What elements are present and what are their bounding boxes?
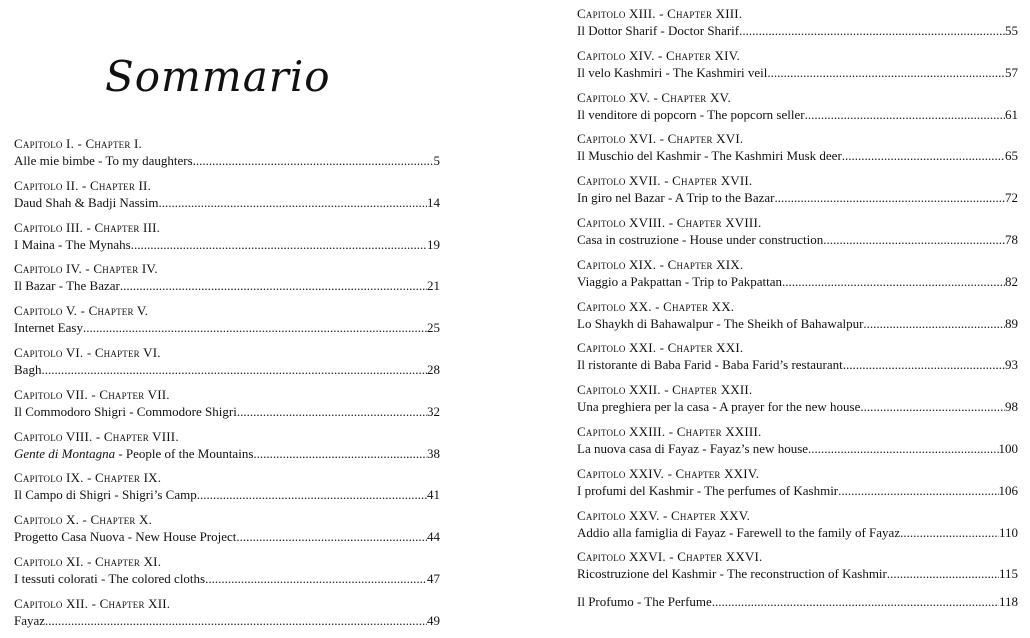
toc-entry-title: Casa in costruzione - House under construction	[577, 231, 824, 247]
toc-entry-line	[577, 315, 1018, 332]
toc-entry[interactable]	[14, 178, 440, 220]
toc-entry-line	[577, 273, 1018, 290]
chapter-heading: Capitolo XIV. - Chapter XIV.	[577, 47, 740, 63]
chapter-heading: Capitolo XVII. - Chapter XVII.	[577, 173, 753, 189]
toc-entry-title: Progetto Casa Nuova - New House Project	[14, 529, 237, 545]
toc-entry[interactable]	[14, 387, 440, 429]
toc-leader-dots	[236, 528, 427, 545]
toc-entry[interactable]	[14, 470, 440, 512]
toc-entry-title	[14, 445, 253, 462]
page-title: Sommario	[105, 52, 331, 101]
toc-entry-line	[577, 356, 1018, 373]
toc-entry-page: 89	[1005, 315, 1018, 331]
toc-leader-dots	[900, 524, 999, 541]
toc-entry-title: Alle mie bimbe - To my daughters	[14, 153, 193, 168]
toc-entry-line	[14, 277, 440, 294]
toc-entry-page: 47	[427, 570, 440, 586]
toc-entry-title: Daud Shah & Badji Nassim	[14, 194, 159, 210]
toc-leader-dots	[131, 236, 427, 253]
toc-entry-title: Il Muschio del Kashmir - The Kashmiri Musk deer	[577, 148, 842, 164]
toc-entry-line	[14, 486, 440, 503]
toc-entry[interactable]	[14, 303, 440, 345]
toc-entry-title: Ricostruzione del Kashmir - The reconstruction of Kashmir	[577, 566, 887, 582]
toc-entry-title: Addio alla famiglia di Fayaz - Farewell to the family of Fayaz	[577, 524, 901, 540]
chapter-heading: Capitolo XXII. - Chapter XXII.	[577, 382, 753, 398]
toc-entry-line	[14, 612, 440, 629]
toc-entry-page: 82	[1005, 273, 1018, 289]
toc-entry-title-rest: - People of the Mountains	[115, 445, 254, 461]
toc-entry-line	[577, 22, 1018, 39]
toc-leader-dots	[775, 189, 1006, 206]
toc-entry-page: 41	[427, 487, 440, 503]
toc-entry-line	[14, 528, 440, 545]
toc-entry-page: 93	[1005, 357, 1018, 373]
toc-left	[14, 136, 440, 638]
chapter-heading: Capitolo XI. - Chapter XI.	[14, 553, 162, 569]
toc-entry[interactable]	[577, 549, 1018, 591]
chapter-heading: Capitolo XXI. - Chapter XXI.	[577, 340, 744, 356]
toc-leader-dots	[237, 403, 427, 420]
toc-entry[interactable]	[577, 173, 1018, 215]
chapter-heading: Capitolo II. - Chapter II.	[14, 177, 152, 193]
toc-entry-line	[14, 403, 440, 420]
toc-entry[interactable]	[577, 340, 1018, 382]
toc-entry-title: Internet Easy	[14, 320, 83, 336]
toc-leader-dots	[83, 319, 427, 336]
chapter-heading: Capitolo XX. - Chapter XX.	[577, 298, 735, 314]
toc-right	[577, 6, 1018, 610]
left-page	[0, 0, 515, 632]
toc-leader-dots	[887, 565, 999, 582]
toc-entry-title: I profumi del Kashmir - The perfumes of Kashmir	[577, 482, 839, 498]
toc-entry-final[interactable]	[577, 591, 1018, 610]
toc-entry-page: 44	[427, 529, 440, 545]
toc-entry-title: La nuova casa di Fayaz - Fayaz’s new house	[577, 440, 809, 456]
toc-entry-title: Lo Shaykh di Bahawalpur - The Sheikh of Bahawalpur	[577, 315, 864, 331]
toc-leader-dots	[860, 398, 1005, 415]
toc-entry-line	[577, 147, 1018, 164]
chapter-heading: Capitolo XII. - Chapter XII.	[14, 595, 171, 611]
toc-entry-page: 100	[998, 440, 1018, 456]
toc-entry-line	[577, 64, 1018, 81]
toc-entry-line	[14, 361, 440, 378]
chapter-heading: Capitolo XXV. - Chapter XXV.	[577, 507, 751, 523]
right-page	[515, 0, 1030, 632]
toc-leader-dots	[808, 440, 998, 457]
toc-entry-page: 98	[1005, 399, 1018, 415]
toc-entry-line	[14, 319, 440, 336]
toc-entry-title: Il Campo di Shigri - Shigri’s Camp	[14, 487, 197, 503]
toc-entry[interactable]	[14, 345, 440, 387]
toc-entry-page: 19	[427, 236, 440, 252]
toc-entry-page: 61	[1005, 106, 1018, 122]
toc-entry-page: 110	[998, 524, 1018, 540]
chapter-heading: Capitolo III. - Chapter III.	[14, 219, 161, 235]
toc-entry-page: 115	[998, 566, 1018, 582]
toc-leader-dots	[843, 356, 1005, 373]
toc-leader-dots	[197, 486, 427, 503]
toc-entry[interactable]	[577, 6, 1018, 48]
toc-leader-dots	[41, 361, 427, 378]
toc-leader-dots	[712, 593, 999, 610]
toc-entry-page: 21	[427, 278, 440, 294]
toc-entry-title: In giro nel Bazar - A Trip to the Bazar	[577, 190, 775, 206]
toc-leader-dots	[767, 64, 1005, 81]
toc-leader-dots	[782, 273, 1005, 290]
toc-entry-line	[14, 194, 440, 211]
chapter-heading: Capitolo VII. - Chapter VII.	[14, 386, 170, 402]
toc-entry[interactable]	[14, 220, 440, 262]
chapter-heading: Capitolo IV. - Chapter IV.	[14, 261, 158, 277]
toc-leader-dots	[838, 482, 998, 499]
chapter-heading: Capitolo X. - Chapter X.	[14, 512, 153, 528]
chapter-heading: Capitolo I. - Chapter I.	[14, 136, 142, 151]
chapter-heading: Capitolo XV. - Chapter XV.	[577, 89, 731, 105]
toc-entry[interactable]	[577, 382, 1018, 424]
toc-entry-page: 38	[427, 445, 440, 461]
toc-entry-line	[14, 445, 440, 462]
toc-entry-line	[577, 440, 1018, 457]
chapter-heading: Capitolo XXIII. - Chapter XXIII.	[577, 423, 762, 439]
toc-entry-line	[577, 398, 1018, 415]
toc-entry-line	[14, 570, 440, 587]
chapter-heading: Capitolo XIII. - Chapter XIII.	[577, 6, 743, 21]
toc-entry-page: 78	[1005, 231, 1018, 247]
toc-entry-title: Una preghiera per la casa - A prayer for the new house	[577, 399, 861, 415]
toc-entry-page: 118	[998, 594, 1018, 610]
chapter-heading: Capitolo IX. - Chapter IX.	[14, 470, 162, 486]
toc-entry-page: 25	[427, 320, 440, 336]
chapter-heading: Capitolo VIII. - Chapter VIII.	[14, 428, 179, 444]
toc-entry[interactable]	[577, 508, 1018, 550]
toc-entry-title: I tessuti colorati - The colored cloths	[14, 570, 206, 586]
toc-entry-page: 49	[427, 612, 440, 628]
toc-entry-line	[577, 524, 1018, 541]
toc-leader-dots	[193, 152, 434, 169]
toc-leader-dots	[205, 570, 427, 587]
toc-entry-title: Il Bazar - The Bazar	[14, 278, 120, 294]
toc-leader-dots	[805, 106, 1005, 123]
toc-entry[interactable]	[14, 261, 440, 303]
toc-entry-title: I Maina - The Mynahs	[14, 236, 131, 252]
toc-entry-title-italic: Gente di Montagna	[14, 445, 116, 461]
toc-entry[interactable]	[14, 512, 440, 554]
toc-entry-page: 14	[427, 194, 440, 210]
chapter-heading: Capitolo XVIII. - Chapter XVIII.	[577, 214, 762, 230]
toc-entry-title: Il Profumo - The Perfume	[577, 594, 712, 610]
toc-leader-dots	[253, 445, 427, 462]
toc-leader-dots	[739, 22, 1005, 39]
toc-entry-line	[577, 593, 1018, 610]
toc-entry[interactable]	[577, 48, 1018, 90]
chapter-heading: Capitolo V. - Chapter V.	[14, 303, 149, 319]
toc-leader-dots	[120, 277, 427, 294]
toc-entry-title: Il ristorante di Baba Farid - Baba Farid’s restaurant	[577, 357, 843, 373]
toc-entry[interactable]	[577, 466, 1018, 508]
toc-entry[interactable]	[577, 215, 1018, 257]
toc-entry-page: 55	[1005, 23, 1018, 38]
toc-leader-dots	[823, 231, 1005, 248]
toc-leader-dots	[863, 315, 1005, 332]
toc-entry[interactable]	[577, 257, 1018, 299]
toc-entry-line	[14, 236, 440, 253]
toc-entry-title: Il Dottor Sharif - Doctor Sharif	[577, 23, 740, 38]
chapter-heading: Capitolo XXVI. - Chapter XXVI.	[577, 549, 763, 565]
toc-entry-line	[577, 482, 1018, 499]
toc-entry-line	[577, 189, 1018, 206]
toc-leader-dots	[158, 194, 427, 211]
chapter-heading: Capitolo XVI. - Chapter XVI.	[577, 131, 744, 147]
toc-entry[interactable]	[577, 90, 1018, 132]
toc-entry-page: 72	[1005, 190, 1018, 206]
toc-leader-dots	[45, 612, 427, 629]
toc-entry-page: 28	[427, 361, 440, 377]
toc-entry-page: 57	[1005, 64, 1018, 80]
toc-entry[interactable]	[14, 136, 440, 178]
toc-entry-page: 32	[427, 403, 440, 419]
chapter-heading: Capitolo XXIV. - Chapter XXIV.	[577, 465, 760, 481]
toc-entry[interactable]	[577, 424, 1018, 466]
toc-entry[interactable]	[14, 554, 440, 596]
toc-entry[interactable]	[14, 429, 440, 471]
toc-leader-dots	[842, 147, 1005, 164]
toc-entry-line	[14, 152, 440, 169]
toc-entry-title: Il velo Kashmiri - The Kashmiri veil	[577, 64, 768, 80]
toc-entry-title: Fayaz	[14, 612, 46, 628]
toc-entry-line	[577, 106, 1018, 123]
toc-entry-title: Il Commodoro Shigri - Commodore Shigri	[14, 403, 237, 419]
toc-entry-title: Bagh	[14, 361, 42, 377]
toc-entry-line	[577, 231, 1018, 248]
toc-entry[interactable]	[577, 299, 1018, 341]
toc-entry-title: Il venditore di popcorn - The popcorn seller	[577, 106, 805, 122]
toc-entry-title: Viaggio a Pakpattan - Trip to Pakpattan	[577, 273, 783, 289]
toc-entry-page: 106	[998, 482, 1018, 498]
chapter-heading: Capitolo VI. - Chapter VI.	[14, 344, 161, 360]
toc-entry[interactable]	[577, 131, 1018, 173]
toc-entry[interactable]	[14, 596, 440, 638]
toc-entry-line	[577, 565, 1018, 582]
toc-entry-page: 65	[1005, 148, 1018, 164]
toc-entry-page: 5	[433, 153, 440, 168]
chapter-heading: Capitolo XIX. - Chapter XIX.	[577, 256, 744, 272]
